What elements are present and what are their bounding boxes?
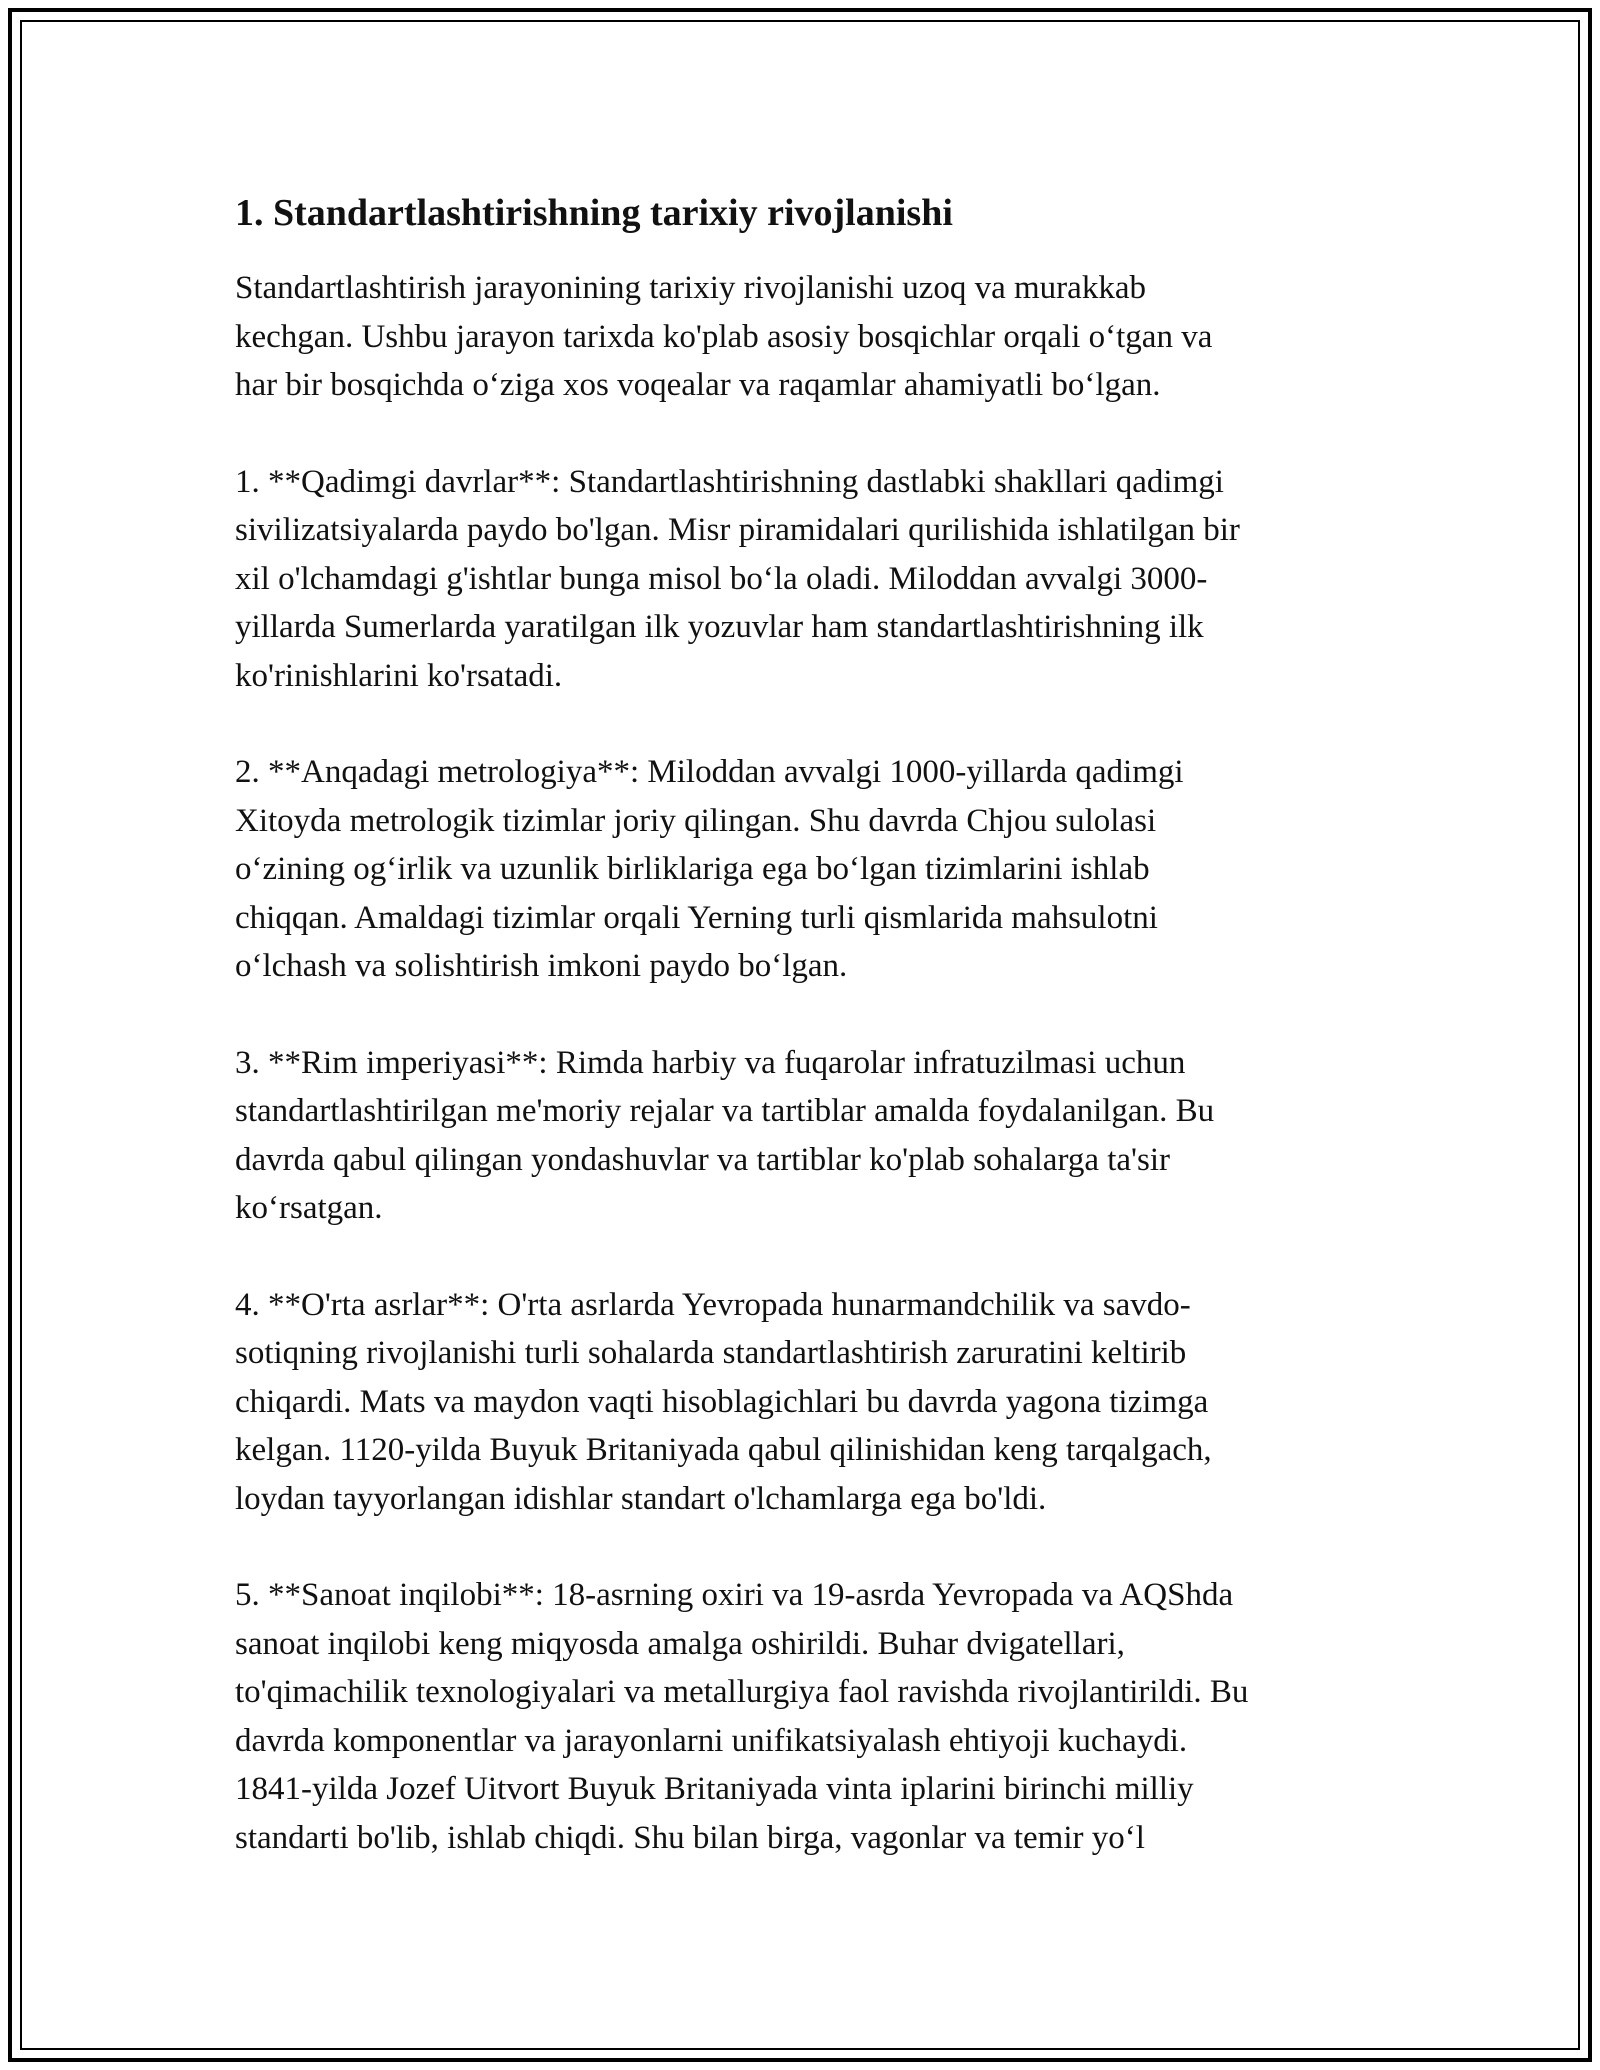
paragraph-roman-empire: 3. **Rim imperiyasi**: Rimda harbiy va fuqarolar infratuzilmasi uchun standartlashtirilgan me'moriy rejalar va tartiblar amalda foydalanilgan. Bu davrda qabul qilingan yondashuvlar va tartiblar ko'plab sohalarga ta'sir ko‘rsatgan. (235, 1044, 1215, 1226)
paragraph-industrial-revolution: 5. **Sanoat inqilobi**: 18-asrning oxiri va 19-asrda Yevropada va AQShda sanoat inqilobi keng miqyosda amalga oshirildi. Buhar dvigatellari, to'qimachilik texnologiyalari va metallurgiya faol ravishda rivojlantirildi. Bu davrda komponentlar va jarayonlarni unifikatsiyalash ehtiyoji kuchaydi. 1841-yilda Jozef Uitvort Buyuk Britaniyada vinta iplarini birinchi milliy standarti bo'lib, ishlab chiqdi. Shu bilan birga, vagonlar va temir yo‘l (235, 1577, 1249, 1856)
document-body (235, 188, 1375, 1910)
intro-paragraph: Standartlashtirish jarayonining tarixiy rivojlanishi uzoq va murakkab kechgan. Ushbu jarayon tarixda ko'plab asosiy bosqichlar orqali o‘tgan va har bir bosqichda o‘ziga xos voqealar va raqamlar ahamiyatli bo‘lgan. (235, 270, 1213, 403)
paragraph-metrology: 2. **Anqadagi metrologiya**: Miloddan avvalgi 1000-yillarda qadimgi Xitoyda metrologik tizimlar joriy qilingan. Shu davrda Chjou sulolasi o‘zining og‘irlik va uzunlik birliklariga ega bo‘lgan tizimlarini ishlab chiqqan. Amaldagi tizimlar orqali Yerning turli qismlarida mahsulotni o‘lchash va solishtirish imkoni paydo bo‘lgan. (235, 754, 1184, 984)
section-heading: 1. Standartlashtirishning tarixiy rivojlanishi (235, 192, 953, 234)
paragraph-middle-ages: 4. **O'rta asrlar**: O'rta asrlarda Yevropada hunarmandchilik va savdo- sotiqning rivojlanishi turli sohalarda standartlashtirish zaruratini keltirib chiqardi. Mats va maydon vaqti hisoblagichlari bu davrda yagona tizimga kelgan. 1120-yilda Buyuk Britaniyada qabul qilinishidan keng tarqalgach, loydan tayyorlangan idishlar standart o'lchamlarga ega bo'ldi. (235, 1286, 1212, 1517)
paragraph-ancient-times: 1. **Qadimgi davrlar**: Standartlashtirishning dastlabki shakllari qadimgi sivilizatsiyalarda paydo bo'lgan. Misr piramidalari qurilishida ishlatilgan bir xil o'lchamdagi g'ishtlar bunga misol bo‘la oladi. Miloddan avvalgi 3000- yillarda Sumerlarda yaratilgan ilk yozuvlar ham standartlashtirishning ilk ko'rinishlarini ko'rsatadi. (235, 463, 1240, 694)
